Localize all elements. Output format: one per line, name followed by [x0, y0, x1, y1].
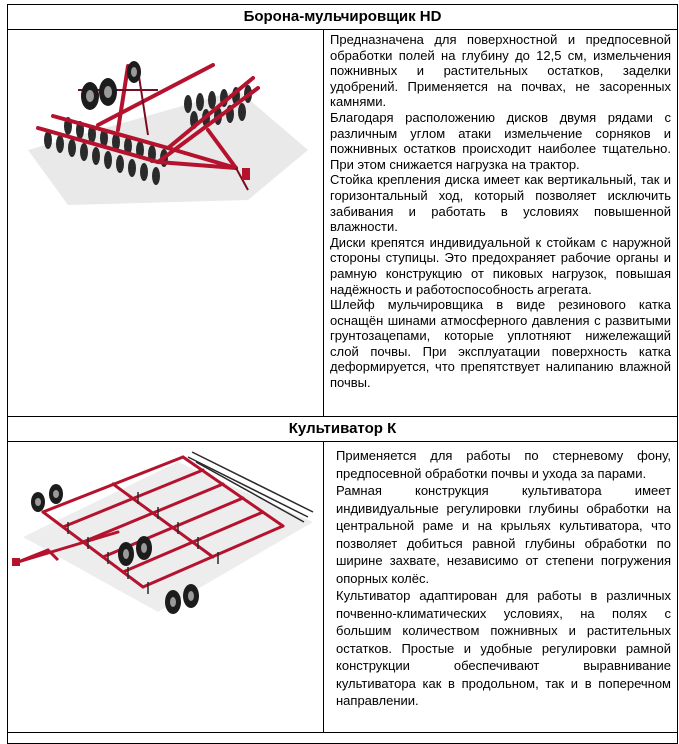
harrow-paragraph-1: Предназначена для поверхностной и предпосевной обработки полей на глубину до 12,5 см, измельчения пожнивных и растительных остатков, заделки удобрений. Применяется на почвах, не засоренных камнями. [330, 32, 671, 110]
cultivator-description [330, 447, 677, 730]
harrow-image-cell [8, 30, 324, 416]
harrow-paragraph-3: Стойка крепления диска имеет как вертикальный, так и горизонтальный ход, который позволяет исключить забивания и работать в условиях повышенной влажности. [330, 172, 671, 235]
document-table [7, 4, 678, 744]
cultivator-paragraph-3: Культиватор адаптирован для работы в различных почвенно-климатических условиях, на полях с большим количеством пожнивных и растительных остатков. Простые и удобные регулировки рамной конструкции обеспечивают выравнивание культиватора как в продольном, так и в поперечном направлении. [336, 588, 671, 708]
cultivator-image-cell [8, 442, 324, 732]
section-title-harrow: Борона-мульчировщик HD [8, 5, 677, 30]
cultivator-paragraph-1: Применяется для работы по стерневому фону, предпосевной обработки почвы и ухода за парами. [336, 448, 671, 481]
harrow-description [324, 32, 677, 416]
harrow-paragraph-5: Шлейф мульчировщика в виде резинового катка оснащён шинами атмосферного давления с развитыми грунтозацепами, которые уплотняют нижележащий слой почвы. При эксплуатации поверхность катка деформируется, что препятствует налипанию влажной почвы. [330, 297, 671, 391]
cultivator-illustration-icon [8, 442, 323, 622]
harrow-paragraph-4: Диски крепятся индивидуальной к стойкам с наружной стороны ступицы. Это предохраняет рабочие органы и рамную конструкцию от пиковых нагрузок, повышая надёжность и работоспособность агрегата. [330, 234, 671, 297]
harrow-paragraph-2: Благодаря расположению дисков двумя рядами с различным углом атаки измельчение сорняков и пожнивных остатков происходит наиболее тщательно. При этом снижается нагрузка на трактор. [330, 109, 671, 172]
disc-harrow-illustration-icon [8, 30, 323, 230]
section-title-cultivator: Культиватор К [8, 417, 677, 442]
row-divider-bottom [8, 732, 677, 733]
cultivator-paragraph-2: Рамная конструкция культиватора имеет индивидуальные регулировки глубины обработки на центральной раме и на крыльях культиватора, что позволяет добиться равной глубины обработки по ширине захвате, независимо от степени погружения опорных колёс. [336, 483, 671, 586]
